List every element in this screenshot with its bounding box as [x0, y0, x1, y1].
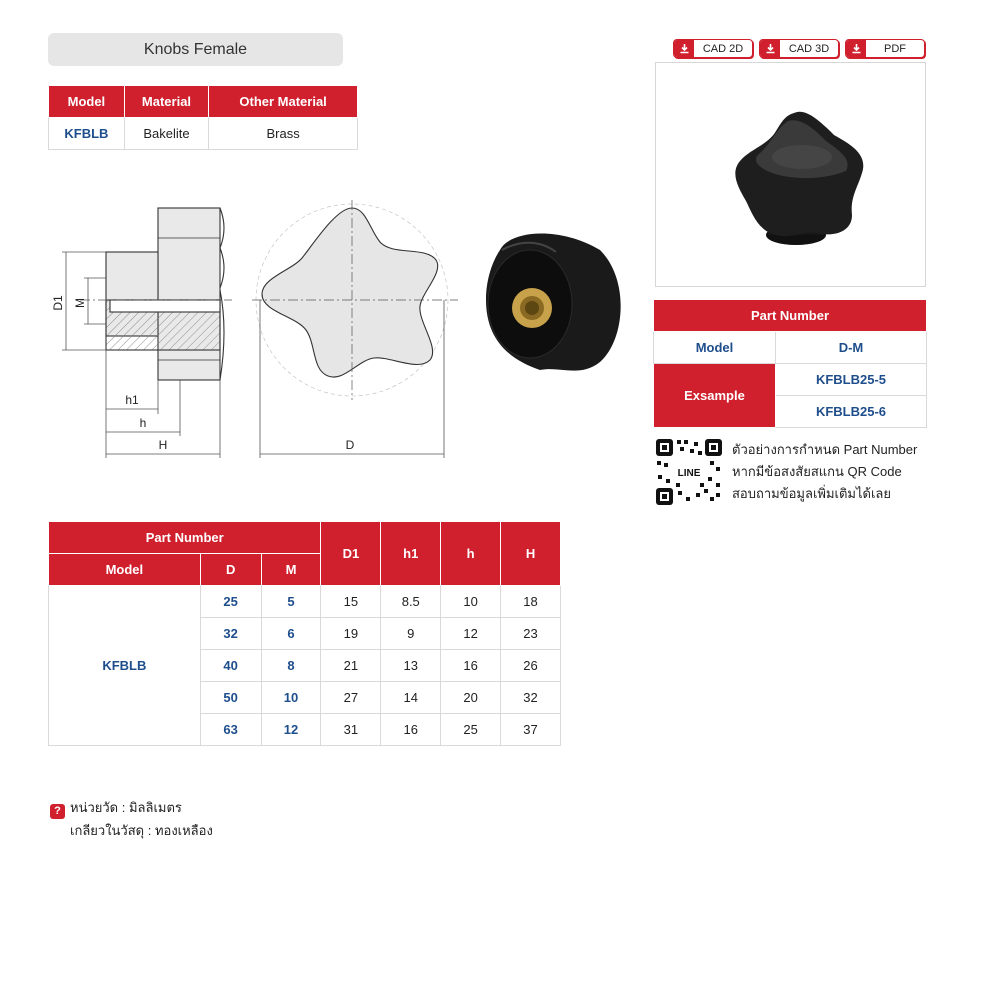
cell-H: 23 [501, 618, 561, 650]
cad-3d-button[interactable] [759, 39, 839, 58]
cell-h: 16 [441, 650, 501, 682]
spec-header-h: h [441, 522, 501, 586]
note-unit: หน่วยวัด : มิลลิเมตร [70, 800, 182, 815]
material-table [48, 85, 358, 150]
pn-header-dm: D-M [776, 332, 927, 364]
cell-D: 32 [200, 618, 261, 650]
cell-h: 10 [441, 586, 501, 618]
cell-D: 50 [200, 682, 261, 714]
qr-code-icon [654, 437, 724, 507]
cell-h1: 8.5 [381, 586, 441, 618]
download-icon [760, 40, 780, 57]
qr-text-line-2: หากมีข้อสงสัยสแกน QR Code [732, 464, 902, 479]
spec-header-D1: D1 [321, 522, 381, 586]
cell-D1: 15 [321, 586, 381, 618]
cell-H: 32 [501, 682, 561, 714]
spec-header-M: M [261, 554, 321, 586]
pn-header-model: Model [654, 332, 776, 364]
download-icon [846, 40, 866, 57]
qr-code[interactable] [654, 437, 724, 507]
cell-D: 40 [200, 650, 261, 682]
other-material-value: Brass [209, 118, 358, 150]
table-row [49, 586, 561, 618]
cell-D1: 31 [321, 714, 381, 746]
spec-header-model: Model [49, 554, 201, 586]
download-icon [674, 40, 694, 57]
example-part-2: KFBLB25-6 [776, 396, 927, 428]
material-value: Bakelite [124, 118, 208, 150]
cell-M: 6 [261, 618, 321, 650]
cell-M: 8 [261, 650, 321, 682]
label-h: h [139, 416, 147, 430]
spec-header-D: D [200, 554, 261, 586]
knob-3d-image [486, 233, 621, 370]
cell-D: 63 [200, 714, 261, 746]
cell-h: 20 [441, 682, 501, 714]
product-photo [655, 62, 926, 287]
pdf-label: PDF [884, 42, 906, 55]
specification-table [48, 521, 561, 746]
part-number-title: Part Number [654, 300, 927, 332]
cell-D1: 27 [321, 682, 381, 714]
spec-model: KFBLB [49, 586, 201, 746]
cad-2d-label: CAD 2D [702, 42, 744, 55]
star-knob-front [262, 208, 438, 377]
cad-2d-button[interactable] [673, 39, 753, 58]
label-D1: D1 [51, 295, 65, 311]
material-header-model: Model [49, 86, 125, 118]
cell-h1: 16 [381, 714, 441, 746]
page-title: Knobs Female [48, 33, 343, 66]
cell-H: 26 [501, 650, 561, 682]
cell-h1: 14 [381, 682, 441, 714]
label-h1: h1 [125, 393, 139, 407]
cell-M: 12 [261, 714, 321, 746]
label-D: D [345, 438, 355, 452]
cell-h: 12 [441, 618, 501, 650]
qr-text-line-3: สอบถามข้อมูลเพิ่มเติมได้เลย [732, 486, 892, 501]
cell-M: 5 [261, 586, 321, 618]
question-icon: ? [50, 804, 65, 819]
material-header-material: Material [124, 86, 208, 118]
material-model: KFBLB [49, 118, 125, 150]
qr-text-line-1: ตัวอย่างการกำหนด Part Number [732, 442, 918, 457]
cell-D1: 21 [321, 650, 381, 682]
label-M: M [73, 298, 87, 308]
label-H: H [158, 438, 168, 452]
spec-group-header: Part Number [49, 522, 321, 554]
part-number-example-table [653, 299, 927, 428]
example-part-1: KFBLB25-5 [776, 364, 927, 396]
material-header-other: Other Material [209, 86, 358, 118]
cell-D1: 19 [321, 618, 381, 650]
cell-h1: 9 [381, 618, 441, 650]
cell-D: 25 [200, 586, 261, 618]
spec-header-h1: h1 [381, 522, 441, 586]
example-label: Exsample [654, 364, 776, 428]
spec-header-H: H [501, 522, 561, 586]
cell-H: 37 [501, 714, 561, 746]
download-buttons [673, 39, 925, 58]
qr-instructions [732, 439, 917, 505]
pdf-button[interactable] [845, 39, 925, 58]
note-thread: เกลียวในวัสดุ : ทองเหลือง [70, 823, 213, 838]
side-view [106, 208, 224, 380]
cell-h: 25 [441, 714, 501, 746]
technical-drawing [40, 190, 640, 470]
star-knob-photo [656, 63, 927, 288]
cell-M: 10 [261, 682, 321, 714]
svg-text:LINE: LINE [677, 468, 701, 479]
cell-h1: 13 [381, 650, 441, 682]
cad-3d-label: CAD 3D [788, 42, 830, 55]
notes [50, 796, 213, 842]
cell-H: 18 [501, 586, 561, 618]
